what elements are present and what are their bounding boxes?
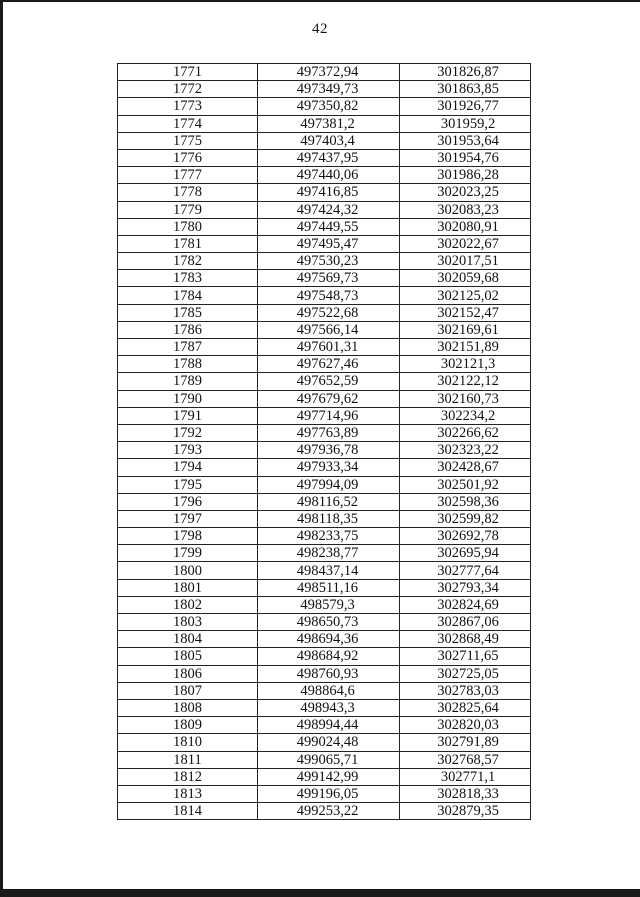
point-number-cell: 1803 — [118, 614, 258, 631]
table-row — [118, 459, 531, 476]
x-coordinate-cell: 497566,14 — [258, 321, 400, 338]
y-coordinate-cell: 302234,2 — [400, 407, 531, 424]
y-coordinate-cell: 301954,76 — [400, 149, 531, 166]
table-row — [118, 321, 531, 338]
x-coordinate-cell: 498233,75 — [258, 528, 400, 545]
table-row — [118, 218, 531, 235]
x-coordinate-cell: 497449,55 — [258, 218, 400, 235]
point-number-cell: 1776 — [118, 149, 258, 166]
table-row — [118, 785, 531, 802]
x-coordinate-cell: 497403,4 — [258, 132, 400, 149]
point-number-cell: 1797 — [118, 510, 258, 527]
y-coordinate-cell: 302598,36 — [400, 493, 531, 510]
table-row — [118, 699, 531, 716]
point-number-cell: 1796 — [118, 493, 258, 510]
point-number-cell: 1808 — [118, 699, 258, 716]
table-row — [118, 562, 531, 579]
point-number-cell: 1774 — [118, 115, 258, 132]
point-number-cell: 1782 — [118, 253, 258, 270]
table-row — [118, 803, 531, 820]
point-number-cell: 1779 — [118, 201, 258, 218]
y-coordinate-cell: 302122,12 — [400, 373, 531, 390]
table-row — [118, 64, 531, 81]
table-row — [118, 510, 531, 527]
point-number-cell: 1789 — [118, 373, 258, 390]
table-row — [118, 356, 531, 373]
table-row — [118, 665, 531, 682]
table-row — [118, 648, 531, 665]
scan-edge-top — [0, 0, 640, 2]
page-number: 42 — [312, 21, 328, 37]
x-coordinate-cell: 498116,52 — [258, 493, 400, 510]
y-coordinate-cell: 302169,61 — [400, 321, 531, 338]
x-coordinate-cell: 499024,48 — [258, 734, 400, 751]
table-row — [118, 98, 531, 115]
table-row — [118, 287, 531, 304]
point-number-cell: 1777 — [118, 167, 258, 184]
table-row — [118, 407, 531, 424]
x-coordinate-cell: 497679,62 — [258, 390, 400, 407]
table-row — [118, 167, 531, 184]
x-coordinate-cell: 497424,32 — [258, 201, 400, 218]
coordinates-table-body — [118, 64, 531, 820]
x-coordinate-cell: 497372,94 — [258, 64, 400, 81]
x-coordinate-cell: 498994,44 — [258, 717, 400, 734]
x-coordinate-cell: 499253,22 — [258, 803, 400, 820]
point-number-cell: 1812 — [118, 768, 258, 785]
y-coordinate-cell: 302083,23 — [400, 201, 531, 218]
table-row — [118, 424, 531, 441]
table-row — [118, 201, 531, 218]
table-row — [118, 476, 531, 493]
table-row — [118, 579, 531, 596]
table-row — [118, 253, 531, 270]
scan-edge-left — [0, 0, 3, 897]
x-coordinate-cell: 497933,34 — [258, 459, 400, 476]
y-coordinate-cell: 302059,68 — [400, 270, 531, 287]
table-row — [118, 339, 531, 356]
y-coordinate-cell: 302323,22 — [400, 442, 531, 459]
y-coordinate-cell: 302022,67 — [400, 235, 531, 252]
x-coordinate-cell: 497530,23 — [258, 253, 400, 270]
point-number-cell: 1810 — [118, 734, 258, 751]
point-number-cell: 1800 — [118, 562, 258, 579]
x-coordinate-cell: 498238,77 — [258, 545, 400, 562]
y-coordinate-cell: 301986,28 — [400, 167, 531, 184]
point-number-cell: 1799 — [118, 545, 258, 562]
x-coordinate-cell: 497495,47 — [258, 235, 400, 252]
point-number-cell: 1809 — [118, 717, 258, 734]
point-number-cell: 1771 — [118, 64, 258, 81]
y-coordinate-cell: 301826,87 — [400, 64, 531, 81]
y-coordinate-cell: 302793,34 — [400, 579, 531, 596]
point-number-cell: 1806 — [118, 665, 258, 682]
y-coordinate-cell: 301959,2 — [400, 115, 531, 132]
table-row — [118, 373, 531, 390]
point-number-cell: 1807 — [118, 682, 258, 699]
point-number-cell: 1773 — [118, 98, 258, 115]
table-row — [118, 751, 531, 768]
point-number-cell: 1775 — [118, 132, 258, 149]
x-coordinate-cell: 498694,36 — [258, 631, 400, 648]
table-row — [118, 528, 531, 545]
x-coordinate-cell: 498760,93 — [258, 665, 400, 682]
point-number-cell: 1794 — [118, 459, 258, 476]
y-coordinate-cell: 302125,02 — [400, 287, 531, 304]
y-coordinate-cell: 302023,25 — [400, 184, 531, 201]
point-number-cell: 1780 — [118, 218, 258, 235]
point-number-cell: 1793 — [118, 442, 258, 459]
point-number-cell: 1785 — [118, 304, 258, 321]
x-coordinate-cell: 499196,05 — [258, 785, 400, 802]
table-row — [118, 442, 531, 459]
x-coordinate-cell: 498437,14 — [258, 562, 400, 579]
x-coordinate-cell: 498864,6 — [258, 682, 400, 699]
y-coordinate-cell: 302151,89 — [400, 339, 531, 356]
table-row — [118, 734, 531, 751]
point-number-cell: 1787 — [118, 339, 258, 356]
x-coordinate-cell: 497652,59 — [258, 373, 400, 390]
point-number-cell: 1798 — [118, 528, 258, 545]
point-number-cell: 1802 — [118, 596, 258, 613]
y-coordinate-cell: 302824,69 — [400, 596, 531, 613]
y-coordinate-cell: 302121,3 — [400, 356, 531, 373]
table-row — [118, 614, 531, 631]
y-coordinate-cell: 302791,89 — [400, 734, 531, 751]
table-row — [118, 184, 531, 201]
point-number-cell: 1791 — [118, 407, 258, 424]
table-row — [118, 682, 531, 699]
x-coordinate-cell: 498943,3 — [258, 699, 400, 716]
point-number-cell: 1784 — [118, 287, 258, 304]
table-row — [118, 149, 531, 166]
table-row — [118, 132, 531, 149]
y-coordinate-cell: 302428,67 — [400, 459, 531, 476]
table-row — [118, 596, 531, 613]
y-coordinate-cell: 302501,92 — [400, 476, 531, 493]
x-coordinate-cell: 497437,95 — [258, 149, 400, 166]
x-coordinate-cell: 497522,68 — [258, 304, 400, 321]
point-number-cell: 1781 — [118, 235, 258, 252]
table-row — [118, 631, 531, 648]
x-coordinate-cell: 497349,73 — [258, 81, 400, 98]
y-coordinate-cell: 302777,64 — [400, 562, 531, 579]
table-row — [118, 304, 531, 321]
x-coordinate-cell: 498118,35 — [258, 510, 400, 527]
x-coordinate-cell: 497601,31 — [258, 339, 400, 356]
y-coordinate-cell: 302695,94 — [400, 545, 531, 562]
x-coordinate-cell: 498650,73 — [258, 614, 400, 631]
table-row — [118, 390, 531, 407]
x-coordinate-cell: 497936,78 — [258, 442, 400, 459]
x-coordinate-cell: 499065,71 — [258, 751, 400, 768]
point-number-cell: 1813 — [118, 785, 258, 802]
x-coordinate-cell: 498579,3 — [258, 596, 400, 613]
x-coordinate-cell: 497994,09 — [258, 476, 400, 493]
x-coordinate-cell: 497381,2 — [258, 115, 400, 132]
point-number-cell: 1814 — [118, 803, 258, 820]
y-coordinate-cell: 301953,64 — [400, 132, 531, 149]
x-coordinate-cell: 497714,96 — [258, 407, 400, 424]
point-number-cell: 1783 — [118, 270, 258, 287]
point-number-cell: 1788 — [118, 356, 258, 373]
y-coordinate-cell: 302868,49 — [400, 631, 531, 648]
y-coordinate-cell: 302771,1 — [400, 768, 531, 785]
y-coordinate-cell: 302818,33 — [400, 785, 531, 802]
y-coordinate-cell: 302867,06 — [400, 614, 531, 631]
x-coordinate-cell: 497350,82 — [258, 98, 400, 115]
y-coordinate-cell: 302879,35 — [400, 803, 531, 820]
x-coordinate-cell: 497440,06 — [258, 167, 400, 184]
x-coordinate-cell: 497763,89 — [258, 424, 400, 441]
x-coordinate-cell: 498511,16 — [258, 579, 400, 596]
x-coordinate-cell: 497569,73 — [258, 270, 400, 287]
x-coordinate-cell: 498684,92 — [258, 648, 400, 665]
point-number-cell: 1792 — [118, 424, 258, 441]
scan-edge-bottom — [0, 889, 640, 897]
y-coordinate-cell: 302692,78 — [400, 528, 531, 545]
y-coordinate-cell: 302152,47 — [400, 304, 531, 321]
y-coordinate-cell: 302266,62 — [400, 424, 531, 441]
y-coordinate-cell: 301863,85 — [400, 81, 531, 98]
y-coordinate-cell: 302825,64 — [400, 699, 531, 716]
x-coordinate-cell: 497627,46 — [258, 356, 400, 373]
y-coordinate-cell: 302783,03 — [400, 682, 531, 699]
table-row — [118, 493, 531, 510]
y-coordinate-cell: 302599,82 — [400, 510, 531, 527]
y-coordinate-cell: 302725,05 — [400, 665, 531, 682]
table-row — [118, 270, 531, 287]
y-coordinate-cell: 302711,65 — [400, 648, 531, 665]
point-number-cell: 1786 — [118, 321, 258, 338]
table-row — [118, 115, 531, 132]
point-number-cell: 1778 — [118, 184, 258, 201]
table-row — [118, 717, 531, 734]
table-row — [118, 545, 531, 562]
table-row — [118, 235, 531, 252]
y-coordinate-cell: 302160,73 — [400, 390, 531, 407]
y-coordinate-cell: 302017,51 — [400, 253, 531, 270]
y-coordinate-cell: 301926,77 — [400, 98, 531, 115]
y-coordinate-cell: 302768,57 — [400, 751, 531, 768]
point-number-cell: 1801 — [118, 579, 258, 596]
y-coordinate-cell: 302820,03 — [400, 717, 531, 734]
point-number-cell: 1805 — [118, 648, 258, 665]
point-number-cell: 1795 — [118, 476, 258, 493]
table-row — [118, 768, 531, 785]
point-number-cell: 1772 — [118, 81, 258, 98]
coordinates-table — [117, 63, 531, 820]
x-coordinate-cell: 499142,99 — [258, 768, 400, 785]
table-row — [118, 81, 531, 98]
y-coordinate-cell: 302080,91 — [400, 218, 531, 235]
x-coordinate-cell: 497548,73 — [258, 287, 400, 304]
point-number-cell: 1790 — [118, 390, 258, 407]
point-number-cell: 1811 — [118, 751, 258, 768]
x-coordinate-cell: 497416,85 — [258, 184, 400, 201]
point-number-cell: 1804 — [118, 631, 258, 648]
